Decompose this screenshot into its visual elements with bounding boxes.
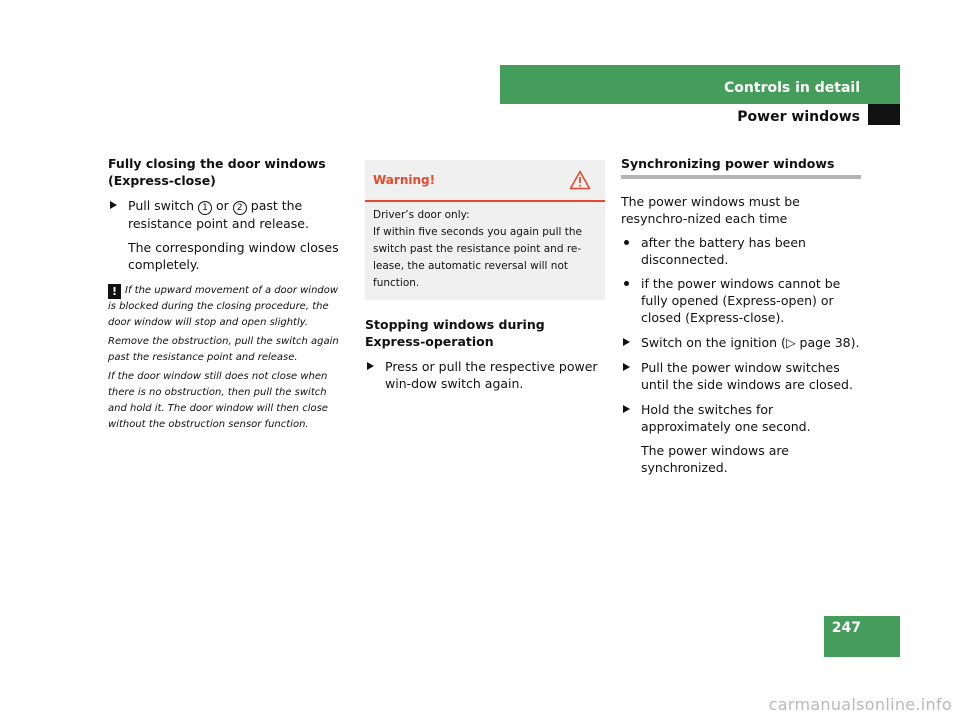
warning-line-1: Driver’s door only: <box>373 209 470 221</box>
step-result: The power windows are synchronized. <box>641 443 789 475</box>
bullet-item: after the battery has been disconnected. <box>621 234 861 268</box>
note-box <box>108 283 348 433</box>
note-paragraph-2: Remove the obstruction, pull the switch again past the resistance point and release. <box>108 336 339 363</box>
exclamation-icon: ! <box>108 284 121 299</box>
step-press-switch: Press or pull the respective power win-dow switch again. <box>365 358 605 392</box>
warning-line-2: If within five seconds you again pull the switch past the resistance point and re-lease, the automatic reversal will not function. <box>373 226 582 289</box>
page-ref-link[interactable]: page 38). <box>795 335 860 350</box>
step-arrow-icon <box>623 338 630 346</box>
section-title: Controls in detail <box>724 80 860 96</box>
bullet-icon <box>624 281 629 286</box>
heading-express-close: Fully closing the door windows (Express-close) <box>108 156 326 188</box>
step-pull-switches: Pull the power window switches until the side windows are closed. <box>621 359 861 393</box>
step-arrow-icon <box>623 405 630 413</box>
warning-body <box>365 202 605 300</box>
column-right <box>621 155 861 476</box>
bullet-item: if the power windows cannot be fully opened (Express-open) or closed (Express-close). <box>621 275 861 326</box>
header-bar <box>500 65 900 104</box>
intro-text: The power windows must be resynchro-nized each time <box>621 194 800 226</box>
column-middle <box>365 160 605 392</box>
switch-1-icon: 1 <box>198 201 212 215</box>
step-arrow-icon <box>110 201 117 209</box>
switch-2-icon: 2 <box>233 201 247 215</box>
step-arrow-icon <box>623 363 630 371</box>
warning-title: Warning! <box>373 173 436 187</box>
step-result: The corresponding window closes completely. <box>128 240 339 272</box>
warning-box <box>365 160 605 300</box>
step-pull-switch: Pull switch 1 or 2 past the resistance point and release. <box>108 197 348 232</box>
step-hold-switches: Hold the switches for approximately one second. <box>621 401 861 435</box>
page-number-box <box>824 616 900 657</box>
heading-stopping-windows: Stopping windows during Express-operation <box>365 317 545 349</box>
subsection-title: Power windows <box>737 109 860 125</box>
note-paragraph-3: If the door window still does not close when there is no obstruction, then pull the switch and hold it. The door window will then close without the obstruction sensor function. <box>108 371 328 430</box>
page-ref-arrow-icon: ▷ <box>785 335 796 350</box>
step-ignition: Switch on the ignition (▷ page 38). <box>621 334 861 351</box>
step-arrow-icon <box>367 362 374 370</box>
warning-header <box>365 160 605 202</box>
heading-synchronizing: Synchronizing power windows <box>621 155 861 179</box>
column-left <box>108 155 348 436</box>
bullet-icon <box>624 240 629 245</box>
note-paragraph-1: If the upward movement of a door window is blocked during the closing procedure, the door window will stop and open slightly. <box>108 285 339 328</box>
watermark: carmanualsonline.info <box>768 695 952 714</box>
header-tab-marker <box>868 104 900 125</box>
warning-triangle-icon <box>569 170 591 190</box>
page-number: 247 <box>831 620 861 636</box>
